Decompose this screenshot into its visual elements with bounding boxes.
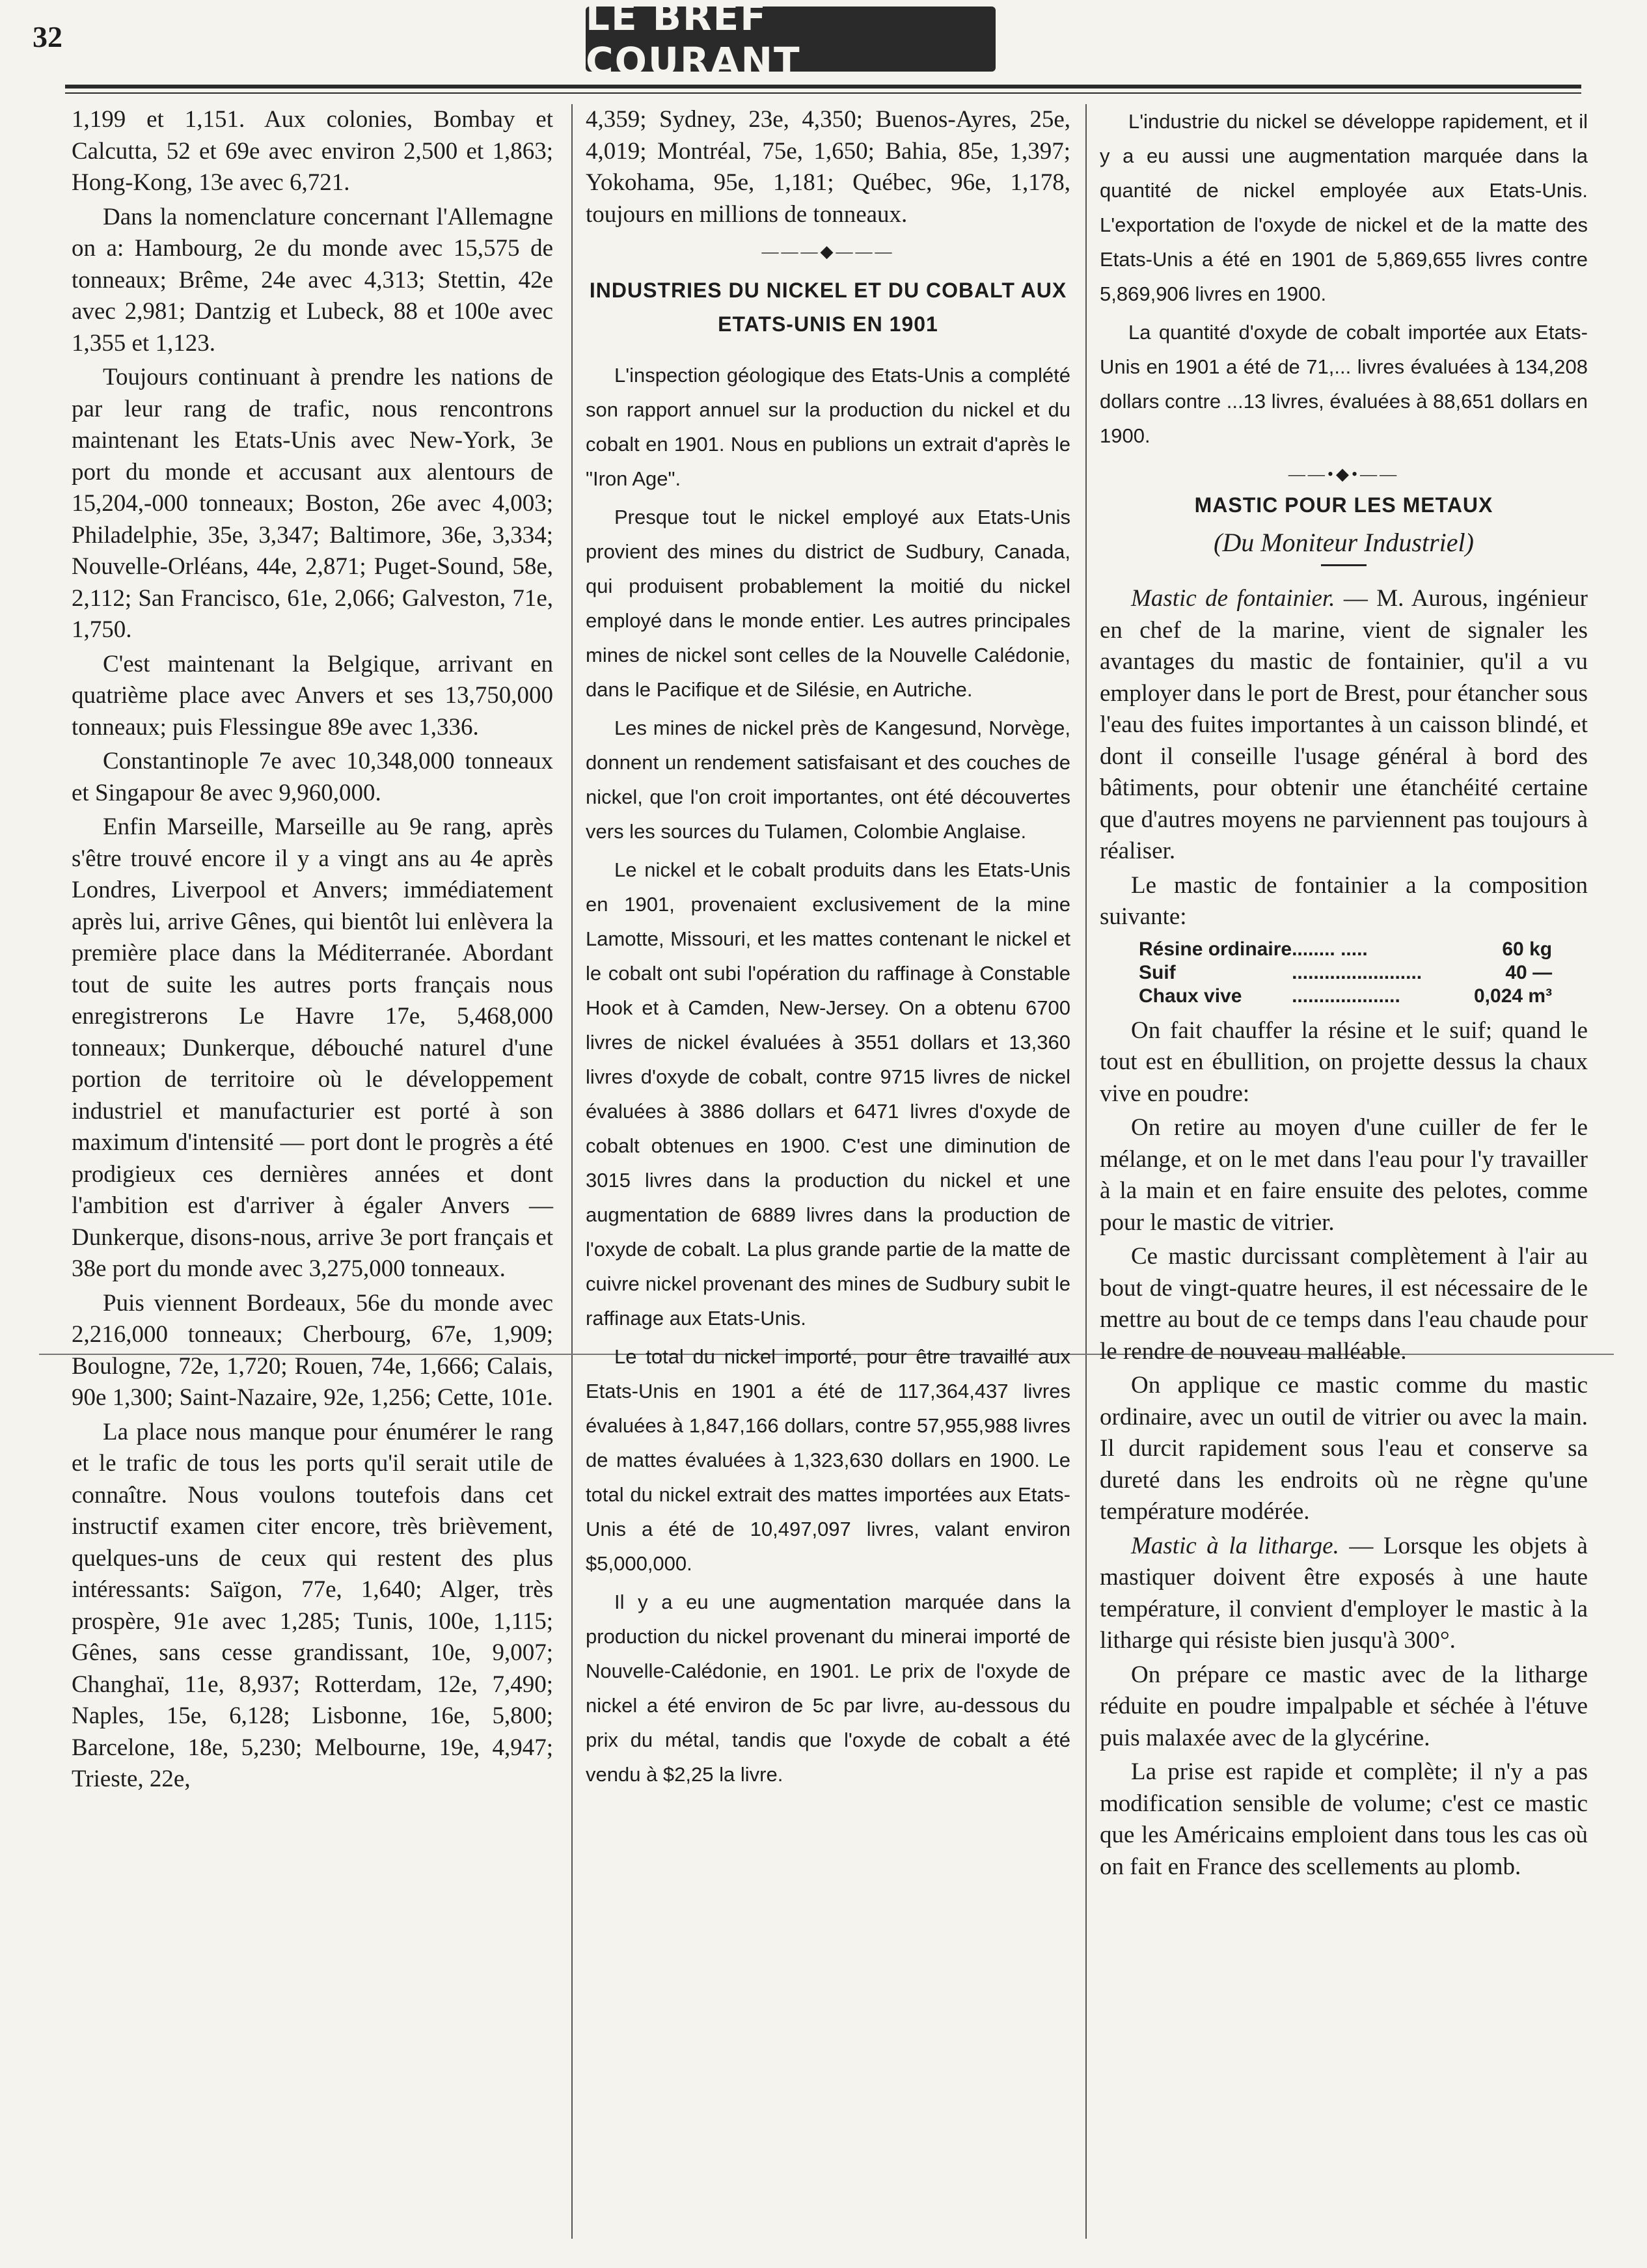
paragraph xyxy=(1100,583,1588,868)
paragraph-lead: Mastic à la litharge. xyxy=(1131,1532,1339,1559)
recipe-item: Chaux vive xyxy=(1139,985,1242,1007)
paragraph-lead: Mastic de fontainier. xyxy=(1131,585,1335,612)
article-source: (Du Moniteur Industriel) xyxy=(1214,528,1474,557)
recipe-leader: ........ ..... xyxy=(1292,938,1368,960)
paragraph-body: — Lorsque les objets à mastiquer doivent être exposés à une haute température, il convient d'employer le mastic à la litharge qui résiste bien jusqu'à 300°. xyxy=(1100,1532,1588,1654)
paragraph: Toujours continuant à prendre les nations de par leur rang de trafic, nous rencontrons maintenant les Etats-Unis avec New-York, 3e port du monde et accusant aux alentours de 15,204,-000 tonneaux; Boston, 26e avec 4,003; Philadelphie, 35e, 3,347; Baltimore, 36e, 3,334; Nouvelle-Orléans, 44e, 2,871; Puget-Sound, 58e, 2,112; San Francisco, 61e, 2,066; Galveston, 71e, 1,750. xyxy=(72,364,553,643)
paragraph: Dans la nomenclature concernant l'Allemagne on a: Hambourg, 2e du monde avec 15,575 de tonneaux; Brême, 24e avec 4,313; Stettin, 42e avec 2,981; Dantzig et Lubeck, 88 et 100e avec 1,355 et 1,123. xyxy=(72,203,553,357)
article-heading: MASTIC POUR LES METAUX xyxy=(1194,493,1493,517)
paragraph: Presque tout le nickel employé aux Etats-Unis provient des mines du district de Sudbury, Canada, qui produisent probablement la moitié du nickel employé dans le monde entier. Les autres principales mines de nickel sont celles de la Nouvelle Calédonie, dans le Pacifique et de Silésie, en Autriche. xyxy=(586,506,1070,701)
header-rule-thin xyxy=(65,92,1581,94)
header-rule xyxy=(65,85,1581,89)
section-ornament: ——•◆•—— xyxy=(1288,465,1400,484)
paragraph: Puis viennent Bordeaux, 56e du monde avec 2,216,000 tonneaux; Cherbourg, 67e, 1,909; Boulogne, 72e, 1,720; Rouen, 74e, 1,666; Calais, 90e 1,300; Saint-Nazaire, 92e, 1,256; Cette, 101e. xyxy=(72,1289,553,1411)
recipe-item: Suif xyxy=(1139,961,1176,983)
paragraph: Il y a eu une augmentation marquée dans la production du nickel provenant du minerai importé de Nouvelle-Calédonie, en 1901. Le prix de l'oxyde de nickel a été environ de 5c par livre, au-dessous du prix du métal, tandis que l'oxyde de cobalt a été vendu à $2,25 la livre. xyxy=(586,1591,1070,1786)
recipe-leader: ........................ xyxy=(1292,961,1422,983)
paragraph: Le total du nickel importé, pour être travaillé aux Etats-Unis en 1901 a été de 117,364,437 livres évaluées à 1,847,166 dollars, contre 57,955,988 livres de mattes évaluées à 1,323,630 dollars en 1900. Le total du nickel extrait des mattes importées aux Etats-Unis a été de 10,497,097 livres, valant environ $5,000,000. xyxy=(586,1345,1070,1575)
paragraph: L'industrie du nickel se développe rapidement, et il y a eu aussi une augmentation marquée dans la quantité de nickel employée aux Etats-Unis. L'exportation de l'oxyde de nickel et de la matte des Etats-Unis a été en 1901 de 5,869,655 livres contre 5,869,906 livres en 1900. xyxy=(1100,110,1588,305)
paragraph: On retire au moyen d'une cuiller de fer le mélange, et on le met dans l'eau pour l'y travailler à la main et en faire ensuite des pelotes, comme pour le mastic de vitrier. xyxy=(1100,1114,1588,1236)
paragraph: Les mines de nickel près de Kangesund, Norvège, donnent un rendement satisfaisant et des couches de nickel, que l'on croit importantes, ont été découvertes vers les sources du Tulamen, Colombie Anglaise. xyxy=(586,717,1070,843)
paragraph: La prise est rapide et complète; il n'y a pas modification sensible de volume; c'est ce mastic que les Américains emploient dans tous les cas où on fait en France des scellements au plomb. xyxy=(1100,1758,1588,1880)
recipe-row xyxy=(1139,985,1552,1009)
paragraph: On fait chauffer la résine et le suif; quand le tout est en ébullition, on projette dessus la chaux vive en poudre: xyxy=(1100,1017,1588,1107)
article-heading: INDUSTRIES DU NICKEL ET DU COBALT AUX ETATS-UNIS EN 1901 xyxy=(589,279,1067,336)
recipe-row xyxy=(1139,938,1552,962)
recipe-quantity: 60 kg xyxy=(1502,938,1553,960)
paragraph: On prépare ce mastic avec de la litharge réduite en poudre impalpable et séchée à l'étuve puis malaxée avec de la glycérine. xyxy=(1100,1661,1588,1751)
paragraph: On applique ce mastic comme du mastic ordinaire, avec un outil de vitrier ou avec la main. Il durcit rapidement sous l'eau et conserve sa dureté dans les endroits où ne règne qu'une température modérée. xyxy=(1100,1372,1588,1525)
masthead-logo: LE BREF COURANT xyxy=(586,7,996,72)
column-right xyxy=(1100,104,1588,1885)
column-divider xyxy=(571,104,573,2239)
paragraph: Le nickel et le cobalt produits dans les Etats-Unis en 1901, provenaient exclusivement de la mine Lamotte, Missouri, et les mattes contenant le nickel et le cobalt ont subi l'opération du raffinage à Constable Hook et à Camden, New-Jersey. On a obtenu 6700 livres de nickel évaluées à 3551 dollars et 13,360 livres d'oxyde de cobalt, contre 9715 livres de nickel évaluées à 3886 dollars et 6471 livres d'oxyde de cobalt obtenues en 1900. C'est une diminution de 3015 livres dans la production du nickel et une augmentation de 6889 livres dans la production de l'oxyde de cobalt. La plus grande partie de la matte de cuivre nickel provenant des mines de Sudbury subit le raffinage aux Etats-Unis. xyxy=(586,858,1070,1330)
paragraph: 1,199 et 1,151. Aux colonies, Bombay et Calcutta, 52 et 69e avec environ 2,500 et 1,863; Hong-Kong, 13e avec 6,721. xyxy=(72,106,553,196)
recipe-item: Résine ordinaire xyxy=(1139,938,1292,960)
column-left xyxy=(72,104,553,1798)
recipe-leader: .................... xyxy=(1292,985,1400,1007)
paragraph: L'inspection géologique des Etats-Unis a complété son rapport annuel sur la production du nickel et du cobalt en 1901. Nous en publions un extrait d'après le "Iron Age". xyxy=(586,364,1070,490)
recipe-quantity: 0,024 m³ xyxy=(1474,985,1553,1007)
paragraph: C'est maintenant la Belgique, arrivant en quatrième place avec Anvers et ses 13,750,000 tonneaux; puis Flessingue 89e avec 1,336. xyxy=(72,650,553,741)
paragraph: Le mastic de fontainier a la composition suivante: xyxy=(1100,871,1588,930)
paragraph xyxy=(1100,1531,1588,1657)
section-ornament: ———◆——— xyxy=(761,242,895,261)
column-divider xyxy=(1085,104,1087,2239)
paragraph: Constantinople 7e avec 10,348,000 tonneaux et Singapour 8e avec 9,960,000. xyxy=(72,748,553,806)
paragraph: Ce mastic durcissant complètement à l'air au bout de vingt-quatre heures, il est nécessaire de le mettre au bout de ce temps dans l'eau chaude pour le rendre de nouveau malléable. xyxy=(1100,1243,1588,1365)
recipe-row xyxy=(1139,962,1552,985)
paragraph: La quantité d'oxyde de cobalt importée aux Etats-Unis en 1901 a été de 71,... livres évaluées à 134,208 dollars contre ...13 livres, évaluées à 88,651 dollars en 1900. xyxy=(1100,321,1588,447)
paragraph-body: — M. Aurous, ingénieur en chef de la marine, vient de signaler les avantages du mastic de fontainier, qu'il a vu employer dans le port de Brest, pour étancher sous l'eau des fuites importantes à un caisson blindé, et dont il conseille l'usage général à bord des bâtiments, pour obtenir une étanchéité certaine que d'autres moyens ne parviennent pas toujours à réaliser. xyxy=(1100,585,1588,864)
page-number: 32 xyxy=(33,20,62,53)
recipe-table xyxy=(1139,938,1552,1009)
short-rule xyxy=(1321,564,1367,566)
paragraph: 4,359; Sydney, 23e, 4,350; Buenos-Ayres, 25e, 4,019; Montréal, 75e, 1,650; Bahia, 85e, 1,397; Yokohama, 95e, 1,181; Québec, 96e, 1,178, toujours en millions de tonneaux. xyxy=(586,106,1070,228)
paragraph: Enfin Marseille, Marseille au 9e rang, après s'être trouvé encore il y a vingt ans au 4e après Londres, Liverpool et Anvers; immédiatement après lui, arrive Gênes, qui bientôt lui enlèvera la première place dans la Méditerranée. Abordant tout de suite les autres ports français nous enregistrerons Le Havre 17e, 5,468,000 tonneaux; Dunkerque, débouché naturel d'une portion de territoire où le développement industriel et manufacturier est porté à son maximum d'intensité — port dont le progrès a été prodigieux ces dernières années et dont l'ambition est d'arriver à égaler Anvers — Dunkerque, disons-nous, arrive 3e port français et 38e port du monde avec 3,275,000 tonneaux. xyxy=(72,813,553,1282)
recipe-quantity: 40 — xyxy=(1505,961,1553,983)
paragraph: La place nous manque pour énumérer le rang et le trafic de tous les ports qu'il serait utile de connaître. Nous voulons toutefois dans cet instructif examen citer encore, très brièvement, quelques-uns de ceux qui restent des plus intéressants: Saïgon, 77e, 1,640; Alger, très prospère, 91e avec 1,285; Tunis, 100e, 1,115; Gênes, sans cesse grandissant, 10e, 9,007; Changhaï, 11e, 8,937; Rotterdam, 12e, 7,490; Naples, 15e, 6,128; Lisbonne, 16e, 5,800; Barcelone, 18e, 5,230; Melbourne, 19e, 4,947; Trieste, 22e, xyxy=(72,1418,553,1792)
column-middle xyxy=(586,104,1070,1796)
